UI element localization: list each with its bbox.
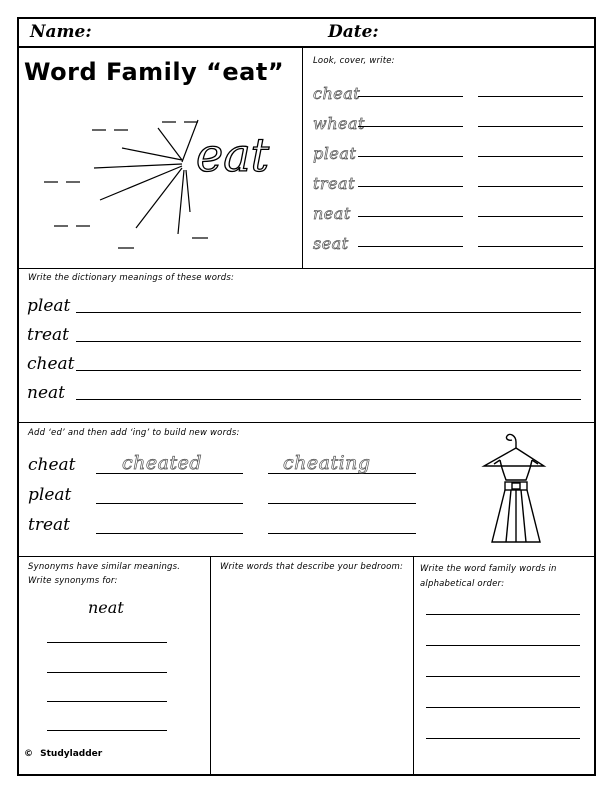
example-ed-word: cheated [122,452,202,474]
alphabetical-answer-line[interactable] [426,614,580,615]
lcw-trace-word: seat [313,234,349,253]
build-ing-line[interactable] [268,503,416,504]
wheel-spoke [136,168,182,228]
synonym-answer-line[interactable] [47,672,167,673]
wheel-spoke [178,170,184,234]
wheel-spoke [94,164,182,168]
lcw-answer-line[interactable] [478,96,583,97]
lcw-trace-word: pleat [313,144,357,163]
lcw-answer-line[interactable] [478,156,583,157]
title: Word Family “eat” [24,58,285,86]
wheel-spoke [122,148,182,160]
header-divider [17,46,596,48]
dictionary-instruction: Write the dictionary meanings of these words: [28,273,235,283]
brand-name: Studyladder [40,749,103,759]
lcw-answer-line[interactable] [358,186,463,187]
dictionary-word: treat [27,325,69,345]
skirt-pleat [521,490,526,542]
alphabetical-answer-line[interactable] [426,738,580,739]
lcw-answer-line[interactable] [478,246,583,247]
synonym-answer-line[interactable] [47,642,167,643]
example-ing-word: cheating [283,452,371,474]
look-cover-write-instruction: Look, cover, write: [313,56,395,66]
lcw-trace-word: wheat [313,114,365,133]
lcw-answer-line[interactable] [358,216,463,217]
wheel-spoke [100,166,182,200]
hanger-bar [484,448,544,466]
lcw-trace-word: treat [313,174,356,193]
lcw-answer-line[interactable] [358,96,463,97]
synonym-answer-line[interactable] [47,730,167,731]
lcw-answer-line[interactable] [478,186,583,187]
footer-brand [24,749,102,759]
lcw-answer-line[interactable] [358,246,463,247]
dictionary-word: neat [27,383,65,403]
dictionary-answer-line[interactable] [76,399,581,400]
dictionary-answer-line[interactable] [76,370,581,371]
lcw-answer-line[interactable] [478,216,583,217]
dictionary-word: pleat [27,296,71,316]
synonyms-instruction-1: Synonyms have similar meanings. [28,562,181,572]
section4-divider-right [413,556,414,776]
copyright-icon: © [24,749,33,759]
build-ing-line[interactable] [268,533,416,534]
lcw-trace-word: neat [313,204,351,223]
build-ed-line[interactable] [96,533,243,534]
build-base-word: cheat [28,455,76,475]
alphabetical-answer-line[interactable] [426,645,580,646]
build-base-word: pleat [28,485,72,505]
date-label: Date: [328,22,379,42]
lcw-answer-line[interactable] [358,126,463,127]
section2-bottom-divider [17,422,596,423]
alphabetical-instruction: Write the word family words in alphabetical order: [420,564,557,589]
synonyms-instruction-2: Write synonyms for: [28,576,118,586]
alphabetical-answer-line[interactable] [426,707,580,708]
wheel-center-word: eat [196,128,270,182]
name-label: Name: [30,22,92,42]
lcw-answer-line[interactable] [478,126,583,127]
section1-vertical-divider [302,46,303,268]
belt-buckle [512,483,520,489]
synonym-target-word: neat [88,598,124,617]
build-ed-line[interactable] [96,503,243,504]
alphabetical-answer-line[interactable] [426,676,580,677]
skirt-pleat [506,490,511,542]
section1-bottom-divider [17,268,596,269]
dress-illustration [478,428,550,548]
build-base-word: treat [28,515,70,535]
dictionary-word: cheat [27,354,75,374]
dictionary-answer-line[interactable] [76,341,581,342]
section4-divider-left [210,556,211,776]
lcw-trace-word: cheat [313,84,361,103]
build-instruction: Add ‘ed’ and then add ‘ing’ to build new words: [28,428,240,438]
lcw-answer-line[interactable] [358,156,463,157]
wheel-spoke [186,170,190,212]
hanger-hook [506,434,516,442]
dress-bodice [500,460,532,480]
bedroom-instruction: Write words that describe your bedroom: [220,562,404,572]
section3-bottom-divider [17,556,596,557]
synonym-answer-line[interactable] [47,701,167,702]
wheel-spoke [158,128,182,160]
dictionary-answer-line[interactable] [76,312,581,313]
